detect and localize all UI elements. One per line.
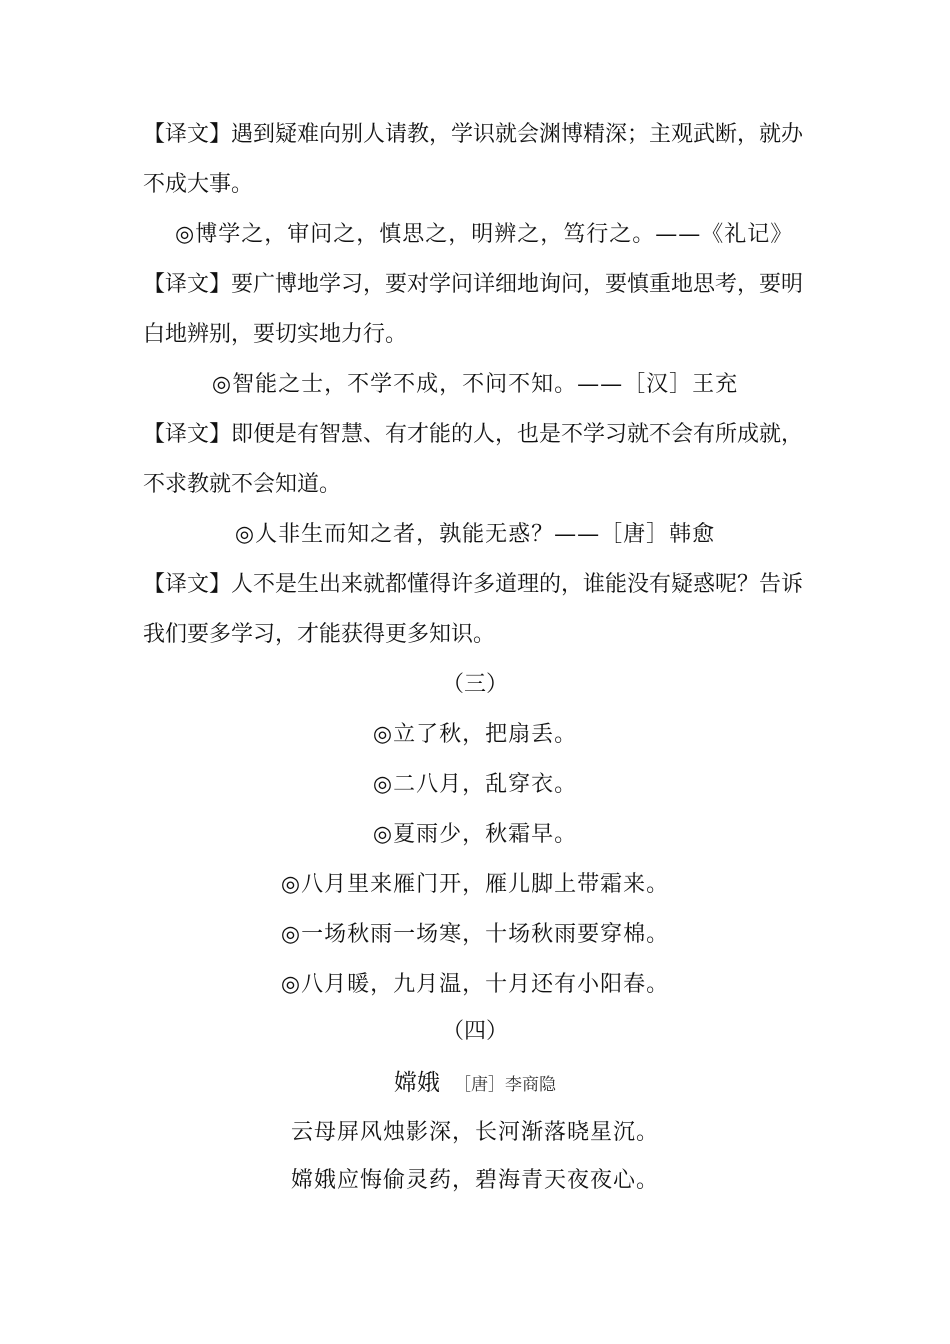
poem-heading bbox=[0, 1068, 950, 1100]
quote-line: ◎博学之，审问之，慎思之，明辨之，笃行之。——《礼记》 bbox=[175, 222, 794, 247]
translation-text: 我们要多学习，才能获得更多知识。 bbox=[143, 622, 496, 647]
translation-text: 不成大事。 bbox=[143, 172, 254, 197]
proverb-line: ◎八月里来雁门开，雁儿脚上带霜来。 bbox=[280, 872, 670, 897]
translation-text: 【译文】要广博地学习，要对学问详细地询问，要慎重地思考，要明 bbox=[143, 272, 804, 297]
proverb-line: ◎二八月，乱穿衣。 bbox=[372, 772, 578, 797]
translation-text: 【译文】遇到疑难向别人请教，学识就会渊博精深；主观武断，就办 bbox=[143, 122, 804, 147]
quote-line: ◎智能之士，不学不成，不问不知。——［汉］王充 bbox=[211, 372, 739, 397]
poem-line: 云母屏风烛影深，长河渐落晓星沉。 bbox=[290, 1120, 659, 1145]
poem-line: 嫦娥应悔偷灵药，碧海青天夜夜心。 bbox=[290, 1168, 659, 1193]
section-heading: （三） bbox=[441, 672, 508, 697]
proverb-line: ◎八月暖，九月温，十月还有小阳春。 bbox=[280, 972, 670, 997]
translation-text: 【译文】即便是有智慧、有才能的人，也是不学习就不会有所成就， bbox=[143, 422, 804, 447]
poem-title: 嫦娥 bbox=[394, 1070, 440, 1096]
poem-author: ［唐］李商隐 bbox=[454, 1075, 556, 1095]
proverb-line: ◎夏雨少，秋霜早。 bbox=[372, 822, 578, 847]
proverb-line: ◎立了秋，把扇丢。 bbox=[372, 722, 578, 747]
section-heading: （四） bbox=[441, 1019, 508, 1044]
translation-text: 白地辨别，要切实地力行。 bbox=[143, 322, 408, 347]
translation-text: 不求教就不会知道。 bbox=[143, 472, 342, 497]
proverb-line: ◎一场秋雨一场寒，十场秋雨要穿棉。 bbox=[280, 922, 670, 947]
quote-line: ◎人非生而知之者，孰能无惑？——［唐］韩愈 bbox=[234, 522, 716, 547]
translation-text: 【译文】人不是生出来就都懂得许多道理的，谁能没有疑惑呢？告诉 bbox=[143, 572, 804, 597]
